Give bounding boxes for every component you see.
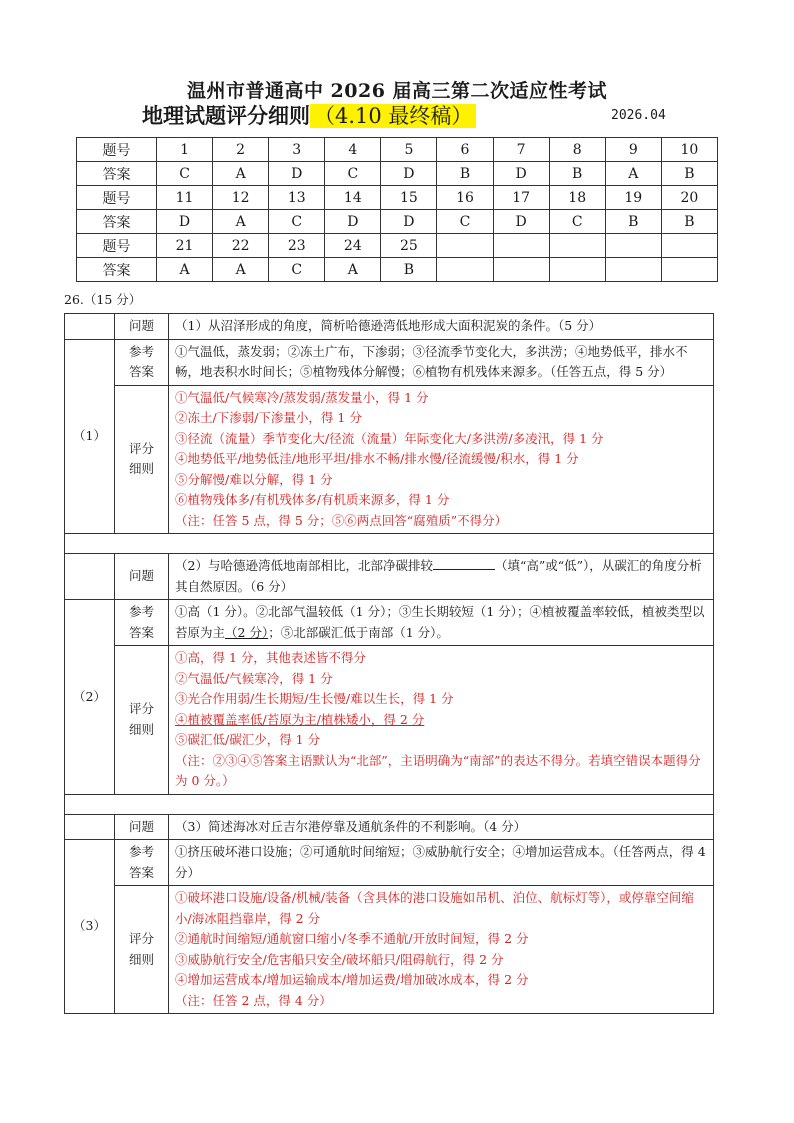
scoring-label: 评分 细则 [115, 886, 169, 1014]
question-number-cell: 1 [157, 138, 213, 162]
answer-cell: D [493, 162, 549, 186]
answer-cell: D [493, 210, 549, 234]
answer-cell: B [549, 162, 605, 186]
scoring-line: ④增加运营成本/增加运输成本/增加运费/增加破冰成本，得 2 分 [175, 972, 529, 987]
answer-cell: B [661, 210, 717, 234]
question-number-cell: 2 [213, 138, 269, 162]
scoring-line: ⑤分解慢/难以分解，得 1 分 [175, 471, 333, 487]
part2-scoring-row [65, 646, 714, 795]
question-number-cell: 6 [437, 138, 493, 162]
question-number-cell: 12 [213, 186, 269, 210]
scoring-line: ③光合作用弱/生长期短/生长慢/难以生长，得 1 分 [175, 691, 454, 706]
question-number-cell: 20 [661, 186, 717, 210]
part1-number: （1） [65, 339, 115, 534]
part3-reference: ①挤压破坏港口设施；②可通航时间缩短；③威胁航行安全；④增加运营成本。（任答两点，得 4 分） [169, 840, 714, 886]
answer-cell: A [605, 162, 661, 186]
scoring-line: ②冻土/下渗弱/下渗量小，得 1 分 [175, 410, 362, 425]
scoring-line: ④植被覆盖率低/苔原为主/植株矮小，得 2 分 [175, 711, 425, 727]
answer-cell: B [381, 258, 437, 282]
scoring-label: 评分 细则 [115, 385, 169, 534]
exam-title: 温州市普通高中 2026 届高三第二次适应性考试 [186, 80, 608, 102]
part1-question: （1）从沼泽形成的角度，简析哈德逊湾低地形成大面积泥炭的条件。（5 分） [169, 314, 714, 340]
question-number-cell: 9 [605, 138, 661, 162]
question-number-cell: 10 [661, 138, 717, 162]
answer-label: 答案 [77, 162, 157, 186]
answer-cell: B [661, 162, 717, 186]
question-number-cell [549, 234, 605, 258]
answer-cell [549, 258, 605, 282]
section-gap [65, 534, 714, 554]
part3-number: （3） [65, 840, 115, 1014]
reference-label: 参考 答案 [115, 339, 169, 385]
answer-cell: C [437, 210, 493, 234]
answer-row [77, 210, 718, 234]
question-number-cell: 25 [381, 234, 437, 258]
part3-scoring-row [65, 886, 714, 1014]
question-number-label: 题号 [77, 234, 157, 258]
scoring-label: 评分 细则 [115, 646, 169, 795]
part1-scoring-row [65, 385, 714, 534]
part1-reference: ①气温低，蒸发弱；②冻土广布，下渗弱；③径流季节变化大，多洪涝；④地势低平，排水不畅，地表积水时间长；⑤植物残体分解慢；⑥植物有机残体来源多。（任答五点，得 5 分） [169, 339, 714, 385]
question-label: 问题 [115, 814, 169, 840]
part3-reference-row [65, 840, 714, 886]
answer-cell: C [157, 162, 213, 186]
answer-cell [661, 258, 717, 282]
answer-cell: D [381, 162, 437, 186]
question-number-row [77, 186, 718, 210]
part1-scoring [169, 385, 714, 534]
question-number-cell: 21 [157, 234, 213, 258]
exam-date: 2026.04 [611, 108, 666, 123]
question-number-cell: 3 [269, 138, 325, 162]
rubric-title-main: 地理试题评分细则 [142, 103, 310, 128]
rubric-table [64, 313, 714, 1014]
question-number-cell: 15 [381, 186, 437, 210]
reference-label: 参考 答案 [115, 840, 169, 886]
scoring-line: ③径流（流量）季节变化大/径流（流量）年际变化大/多洪涝/多凌汛，得 1 分 [175, 430, 604, 446]
question-number-cell: 24 [325, 234, 381, 258]
question-label: 问题 [115, 554, 169, 600]
question-number-row [77, 234, 718, 258]
question-number-cell [661, 234, 717, 258]
answer-cell: C [549, 210, 605, 234]
answer-label: 答案 [77, 258, 157, 282]
part3-scoring [169, 886, 714, 1014]
answer-key-table [76, 137, 718, 282]
answer-label: 答案 [77, 210, 157, 234]
answer-cell: A [213, 162, 269, 186]
answer-cell: B [605, 210, 661, 234]
answer-row [77, 162, 718, 186]
part2-reference-row [65, 600, 714, 646]
part1-reference-row [65, 339, 714, 385]
part2-scoring [169, 646, 714, 795]
answer-cell: D [269, 162, 325, 186]
question-number-cell: 5 [381, 138, 437, 162]
scoring-note: （注：②③④⑤答案主语默认为“北部”，主语明确为“南部”的表达不得分。若填空错误本题得分为 0 分。） [175, 752, 701, 788]
section-gap [65, 794, 714, 814]
question-number-label: 题号 [77, 186, 157, 210]
question-number-cell [437, 234, 493, 258]
rubric-title [142, 100, 476, 130]
part2-number: （2） [65, 600, 115, 795]
question-number-row [77, 138, 718, 162]
answer-cell: D [157, 210, 213, 234]
answer-row [77, 258, 718, 282]
question-label: 问题 [115, 314, 169, 340]
part3-question-row [65, 814, 714, 840]
question-number-cell [493, 234, 549, 258]
answer-cell: A [213, 210, 269, 234]
answer-cell: C [269, 258, 325, 282]
scoring-line: ①气温低/气候寒冷/蒸发弱/蒸发量小，得 1 分 [175, 389, 429, 405]
fill-blank [433, 557, 495, 570]
part2-question-row [65, 554, 714, 600]
answer-cell [437, 258, 493, 282]
question-number-cell: 17 [493, 186, 549, 210]
scoring-note: （注：任答 5 点，得 5 分；⑤⑥两点回答“腐殖质”不得分） [175, 512, 508, 528]
question-26-heading: 26.（15 分） [64, 292, 142, 307]
scoring-line: ⑥植物残体多/有机残体多/有机质来源多，得 1 分 [175, 492, 450, 507]
answer-cell: A [325, 258, 381, 282]
answer-cell: A [157, 258, 213, 282]
scoring-line: ②气温低/气候寒冷，得 1 分 [175, 670, 333, 686]
part1-question-row [65, 314, 714, 340]
part3-question: （3）简述海冰对丘吉尔港停靠及通航条件的不利影响。（4 分） [169, 814, 714, 840]
answer-cell: D [325, 210, 381, 234]
question-number-cell: 8 [549, 138, 605, 162]
answer-cell: A [213, 258, 269, 282]
scoring-line: ⑤碳汇低/碳汇少，得 1 分 [175, 732, 321, 747]
question-number-cell: 18 [549, 186, 605, 210]
scoring-line: ①破坏港口设施/设备/机械/装备（含具体的港口设施如吊机、泊位、航标灯等），或停靠空间缩小/海冰阻挡靠岸，得 2 分 [175, 890, 694, 926]
question-number-cell: 13 [269, 186, 325, 210]
question-number-cell: 22 [213, 234, 269, 258]
answer-cell [605, 258, 661, 282]
question-number-cell: 23 [269, 234, 325, 258]
question-number-cell: 16 [437, 186, 493, 210]
answer-cell: B [437, 162, 493, 186]
question-number-cell: 4 [325, 138, 381, 162]
part2-reference: ①高（1 分）。②北部气温较低（1 分）；③生长期较短（1 分）；④植被覆盖率较低，植被类型以苔原为主（2 分）；⑤北部碳汇低于南部（1 分）。 [169, 600, 714, 646]
answer-cell: C [269, 210, 325, 234]
question-number-label: 题号 [77, 138, 157, 162]
question-number-cell: 14 [325, 186, 381, 210]
scoring-line: ③威胁航行安全/危害船只安全/破坏船只/阻碍航行，得 2 分 [175, 951, 504, 967]
reference-label: 参考 答案 [115, 600, 169, 646]
scoring-line: ②通航时间缩短/通航窗口缩小/冬季不通航/开放时间短，得 2 分 [175, 931, 529, 946]
question-number-cell: 7 [493, 138, 549, 162]
scoring-line: ④地势低平/地势低洼/地形平坦/排水不畅/排水慢/径流缓慢/积水，得 1 分 [175, 451, 579, 466]
scoring-note: （注：任答 2 点，得 4 分） [175, 992, 332, 1008]
final-version-highlight: （4.10 最终稿） [310, 104, 476, 128]
answer-cell: D [381, 210, 437, 234]
question-number-cell [605, 234, 661, 258]
part2-question: （2）与哈德逊湾低地南部相比，北部净碳排较 （填“高”或“低”），从碳汇的角度分析其自然原因。（6 分） [169, 554, 714, 600]
question-number-cell: 19 [605, 186, 661, 210]
answer-cell [493, 258, 549, 282]
question-number-cell: 11 [157, 186, 213, 210]
answer-cell: C [325, 162, 381, 186]
scoring-line: ①高，得 1 分，其他表述皆不得分 [175, 650, 366, 665]
